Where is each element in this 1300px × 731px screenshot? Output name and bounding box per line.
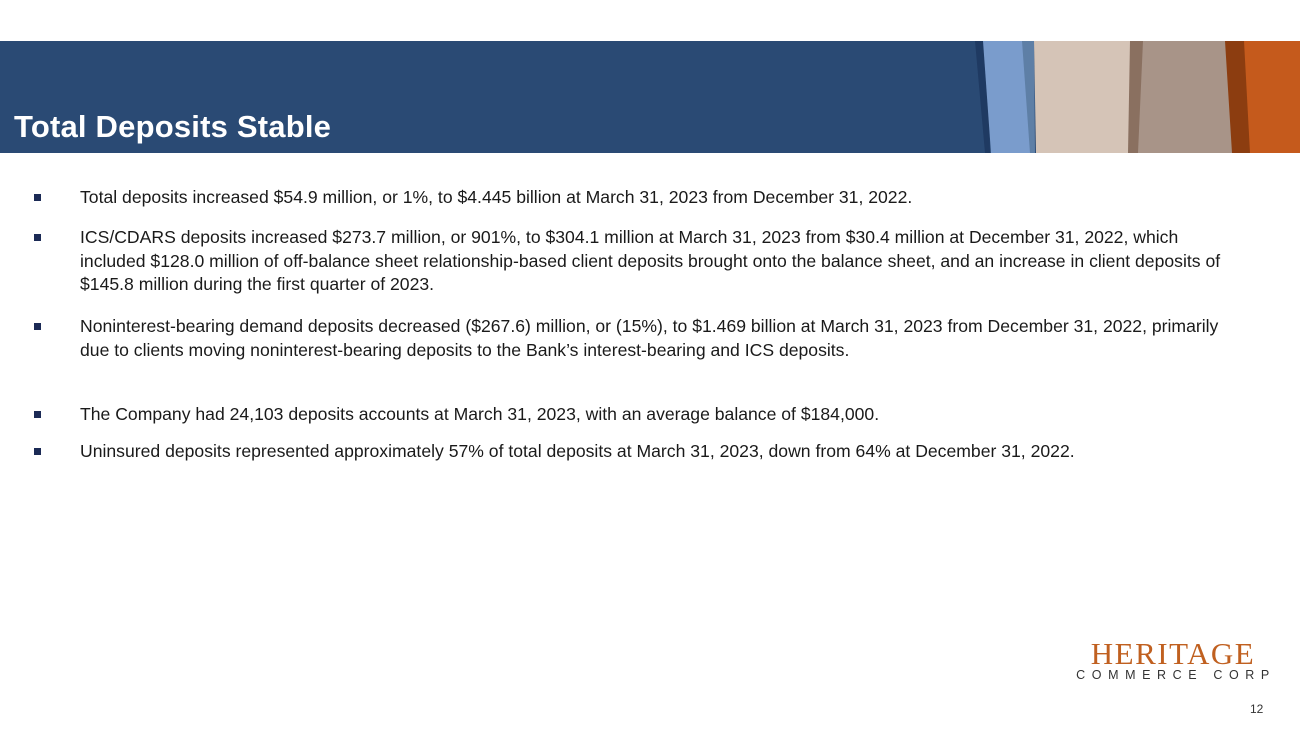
bullet-text: Uninsured deposits represented approximately 57% of total deposits at March 31, 2023, down from 64% at December 31, 2022. [80, 441, 1075, 461]
page-number: 12 [1250, 702, 1264, 716]
logo-wordmark: HERITAGE [1090, 636, 1256, 671]
bullet-text: The Company had 24,103 deposits accounts at March 31, 2023, with an average balance of $184,000. [80, 404, 880, 424]
bullet-square-icon [34, 323, 41, 330]
logo-subtitle: COMMERCE CORP [1076, 668, 1276, 682]
bullet-square-icon [34, 234, 41, 241]
slide-title: Total Deposits Stable [14, 109, 332, 144]
heritage-logo [1060, 636, 1284, 686]
bullet-text: ICS/CDARS deposits increased $273.7 million, or 901%, to $304.1 million at March 31, 2023 from $30.4 million at December 31, 2022, which included $128.0 million of off-balance sheet relationship-based client deposits brought onto the balance sheet, and an increase in client deposits of $145.8 million during the first quarter of 2023. [80, 227, 1221, 294]
bullet-text: Total deposits increased $54.9 million, or 1%, to $4.445 billion at March 31, 2023 from December 31, 2022. [80, 187, 913, 207]
bullet-square-icon [34, 448, 41, 455]
bullet-square-icon [34, 194, 41, 201]
bullet-text: Noninterest-bearing demand deposits decreased ($267.6) million, or (15%), to $1.469 billion at March 31, 2023 from December 31, 2022, primarily due to clients moving noninterest-bearing deposits to the Bank’s interest-bearing and ICS deposits. [80, 316, 1219, 360]
bullet-square-icon [34, 411, 41, 418]
